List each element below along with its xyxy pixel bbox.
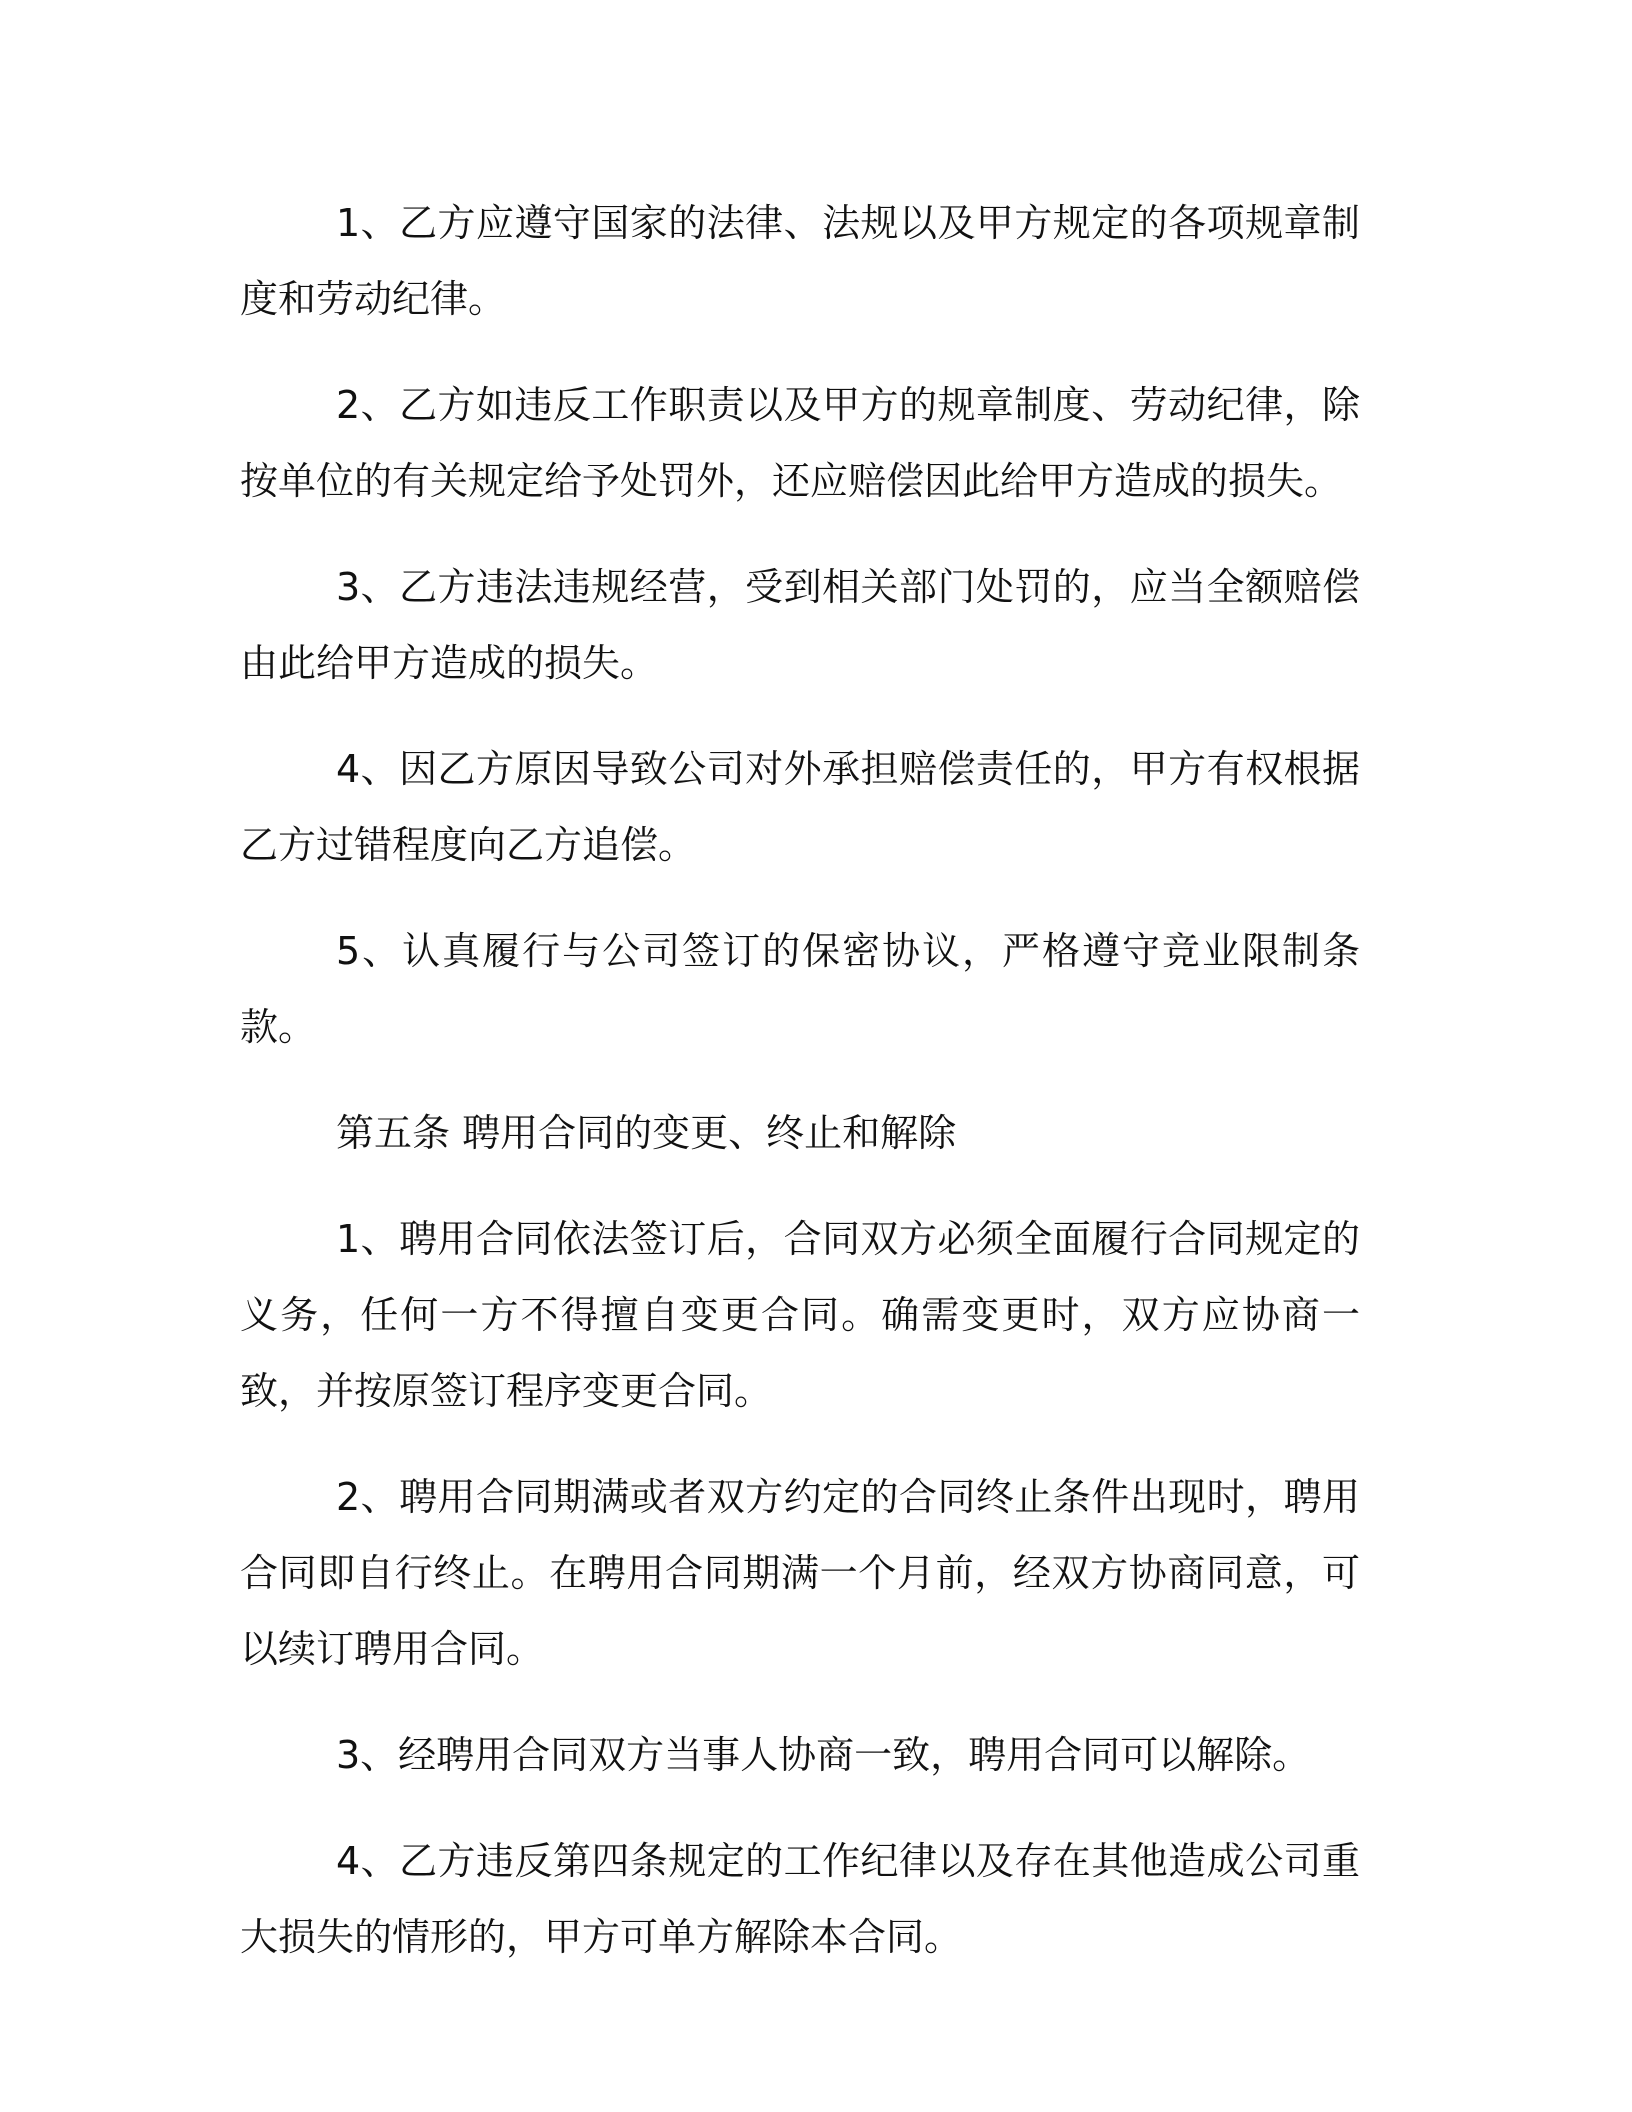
clause-4-item-5: 5、认真履行与公司签订的保密协议，严格遵守竞业限制条款。 [240,929,1360,1049]
clause-5-item-1: 1、聘用合同依法签订后，合同双方必须全面履行合同规定的义务，任何一方不得擅自变更合同。确需变更时，双方应协商一致，并按原签订程序变更合同。 [240,1217,1360,1413]
clause-5-item-3: 3、经聘用合同双方当事人协商一致，聘用合同可以解除。 [336,1733,1311,1777]
clause-5-item-2: 2、聘用合同期满或者双方约定的合同终止条件出现时，聘用合同即自行终止。在聘用合同期满一个月前，经双方协商同意，可以续订聘用合同。 [240,1475,1360,1671]
clause-5-heading: 第五条 聘用合同的变更、终止和解除 [336,1111,957,1155]
clause-4-item-2: 2、乙方如违反工作职责以及甲方的规章制度、劳动纪律，除按单位的有关规定给予处罚外，还应赔偿因此给甲方造成的损失。 [240,383,1360,503]
clause-4-item-3: 3、乙方违法违规经营，受到相关部门处罚的，应当全额赔偿由此给甲方造成的损失。 [240,565,1360,685]
document-body [240,185,1360,2005]
clause-4-item-1: 1、乙方应遵守国家的法律、法规以及甲方规定的各项规章制度和劳动纪律。 [240,201,1360,321]
clause-4-item-4: 4、因乙方原因导致公司对外承担赔偿责任的，甲方有权根据乙方过错程度向乙方追偿。 [240,747,1360,867]
clause-5-item-4: 4、乙方违反第四条规定的工作纪律以及存在其他造成公司重大损失的情形的，甲方可单方解除本合同。 [240,1839,1360,1959]
